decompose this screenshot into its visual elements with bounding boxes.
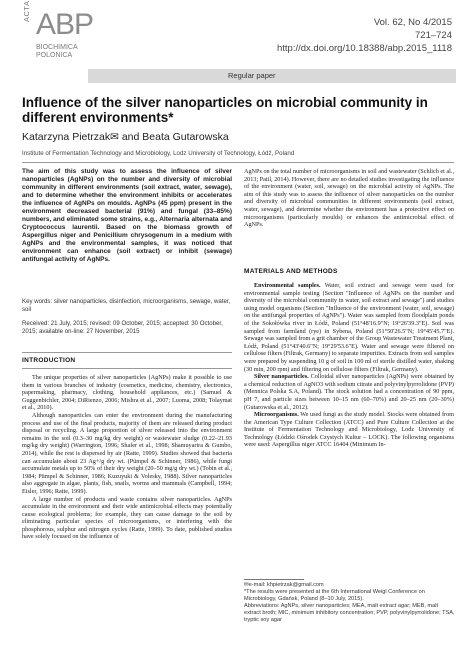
divider [22,352,232,353]
logo-sub1: BIOCHIMICA [36,44,78,51]
paragraph-text: Water, soil extract and sewage were used for environmental sample testing (Section "Influence of AgNPs on the number and diversity of the microbial community in water, soil extract and sewage") and studies using model organisms (Section "Influence of the environment (water, soil, sewage) on the antifungal properties of AgNPs"). Water was sampled from floodplain ponds of the Sokołówka river in Łódź, Poland (51°48'16.9"N; 19°26'39.3"E). Soil was sampled from farmland (rye) in Sybena, Poland (51°50'26.5"N; 19°45'45.7"E). Sewage was sampled from a grit chamber of the Group Wastewater Treatment Plant, Łódź, Poland (51°43'40.6"N; 19°29'53.6"E). Water and sewage were filtered on cellulose filters (Filtrak, Germany) to separate impurities. Extracts from soil samples were prepared by suspending 10 g of soil in 100 ml of sterile distilled water, shaking (30 min, 200 rpm) and filtering on cellulose filters (Filtrak, Germany). [244,282,454,373]
footnote-abbreviations: Abbreviations: AgNPs, silver nanoparticles; MEA, malt extract agar; MEB, malt extract broth; MIC, minimum inhibitory concentration; PVP, polyvinylpyrrolidone; TSA, tryptic soy agar [244,602,455,623]
logo-subtitle [36,44,78,60]
paragraph: Although nanoparticles can enter the environment during the manufacturing process and use of the final products, majority of them are released during product disposal or recycling. A large proportion of silver released into the environment remains in the soil (0.3–30 mg/kg dry weight) or wastewater sludge (0.22–21.93 mg/kg dry weight) (Warrington, 1996; Shafer et al., 1998; Shamuyarira & Gumbo, 2014), while the rest is dispersed by air (Ratte, 1999). Studies showed that bacteria can accumulate about 23 Ag+/g dry wt. (Pümpel & Schinner, 1986), while fungi accumulate metals up to 50% of their dry weight (20–50 mg/g dry wt.) (Tobin et al., 1984; Pümpel & Schinner, 1986; Kuzuyuki & Volesky, 1988). Silver nanoparticles also aggregate in algae, plants, fish, snails, worms and mammals (Campbell, 1994; Eisler, 1996; Ratte, 1999). [22,411,232,495]
paragraph-text: We used fungi as the study model. Stocks were obtained from the American Type Culture Collection (ATCC) and Pure Culture Collection at the Institute of Fermentation Technology and Microbiology, Lodz University of Technology (Łódzki Ośrodek Czystych Kultur – LOCK). The following organisms were used: Aspergillus niger ATCC 16404 (Minimum In- [244,411,454,449]
authors: Katarzyna Pietrzak✉ and Beata Gutarowska [22,131,229,143]
pages: 721–724 [415,30,452,41]
paragraph-silver [244,373,454,411]
introduction-continued: AgNPs on the total number of microorganisms in soil and wastewater (Schlich et al., 2013; Patil, 2014). However, there are no detailed studies investigating the influence of the environment (water, soil, sewage) on the microbial activity of AgNPs. The aim of this study was to assess the influence of silver nanoparticles on the number and diversity of microbial communities in different environments (soil extract, water, sewage), and determine whether the environment has a protective effect on microorganisms (particularly moulds) or enhances the antimicrobial effect of AgNPs. [244,168,454,229]
footnote-email: ✉e-mail: khpietrzak@gmail.com [244,582,324,588]
article-type-bar [88,69,456,83]
keywords: Key words: silver nanoparticles, disinfection, microorganisms, sewage, water, soil [22,298,231,313]
footnote-divider [244,579,304,580]
footnote-conference: *The results were presented at the 6th International Weigl Conference on Microbiology, Gdańsk, Poland (8–10 July, 2015). [244,588,425,602]
paragraph: A large number of products and waste contains silver nanoparticles. AgNPs accumulate in the environment and their wide antimicrobial effects may potentially cause ecological problems; for example, they can cause damage to the soil by eliminating particular species of microorganisms, or interfering with the phosphorous, sulphur and nitrogen cycles (Ratte, 1999). To date, published studies have solely focused on the influence of [22,495,232,541]
divider [22,368,232,369]
doi-link[interactable]: http://dx.doi.org/10.18388/abp.2015_1118 [276,43,452,54]
run-in-heading: Microorganisms. [254,411,299,419]
divider [22,162,454,163]
footnotes [244,582,456,623]
volume: Vol. 62, No 4/2015 [373,17,452,28]
dates: Received: 21 July, 2015; revised: 09 October, 2015; accepted: 30 October, 2015; available on-line: 27 November, 2015 [22,320,223,335]
paragraph: The unique properties of silver nanoparticles (AgNPs) make it possible to use them in various branches of industry (cosmetics, medicine, chemistry, electronics, papermaking, pharmacy, clothing, household appliances, etc.) (Samuel & Guggenbichler, 2004; DiRienzo, 2006; Mishra et al., 2007; Luoma, 2008; Tolaymat et al., 2010). [22,374,232,412]
run-in-heading: Environmental samples. [254,282,321,289]
article-type: Regular paper [228,71,276,80]
introduction-body [22,374,232,541]
logo-side-text: ACTA [22,0,31,22]
logo-abp: ABP [36,8,94,41]
paragraph-text: Colloidal silver nanoparticles (AgNPs) were obtained by a chemical reduction of AgNO3 with sodium citrate and polyvinylpyrrolidone (PVP) (Mennica Polska S.A, Poland). The stock solution had a concentration of 90 ppm, pH 7, and particle sizes between 10–15 nm (60–70%) and 20–25 nm (20–30%) (Gutarowska et al., 2012). [244,373,455,411]
article-title: Influence of the silver nanoparticles on microbial community in different environments* [22,95,428,125]
paragraph-micro [244,411,454,449]
methods-body [244,282,454,449]
section-heading-introduction: INTRODUCTION [22,357,76,364]
logo-sub2: POLONICA [36,52,73,59]
section-heading-methods: MATERIALS AND METHODS [244,268,338,275]
abstract: The aim of this study was to assess the influence of silver nanoparticles (AgNPs) on the number and diversity of microbial community in different environments (soil extract, water, sewage), and to determine whether the environment inhibits or accelerates the influence of AgNPs on moulds. AgNPs (45 ppm) present in the environment decreased bacterial (91%) and fungal (33–85%) numbers, and eliminated some strains, e.g., Alternaria alternata and Cryptococcus laurentii. Based on the biomass growth of Aspergillus niger and Penicillium chrysogenum in a medium with AgNPs and the environmental samples, it was noticed that environment can enhance (soil extract) or inhibit (sewage) antifungal activity of AgNPs. [22,168,232,263]
affiliation: Institute of Fermentation Technology and Microbiology, Lodz University of Technology, Łódź, Poland [22,150,295,157]
volume-info [277,16,452,55]
run-in-heading: Silver nanoparticles. [254,373,309,381]
paragraph-env [244,282,454,373]
